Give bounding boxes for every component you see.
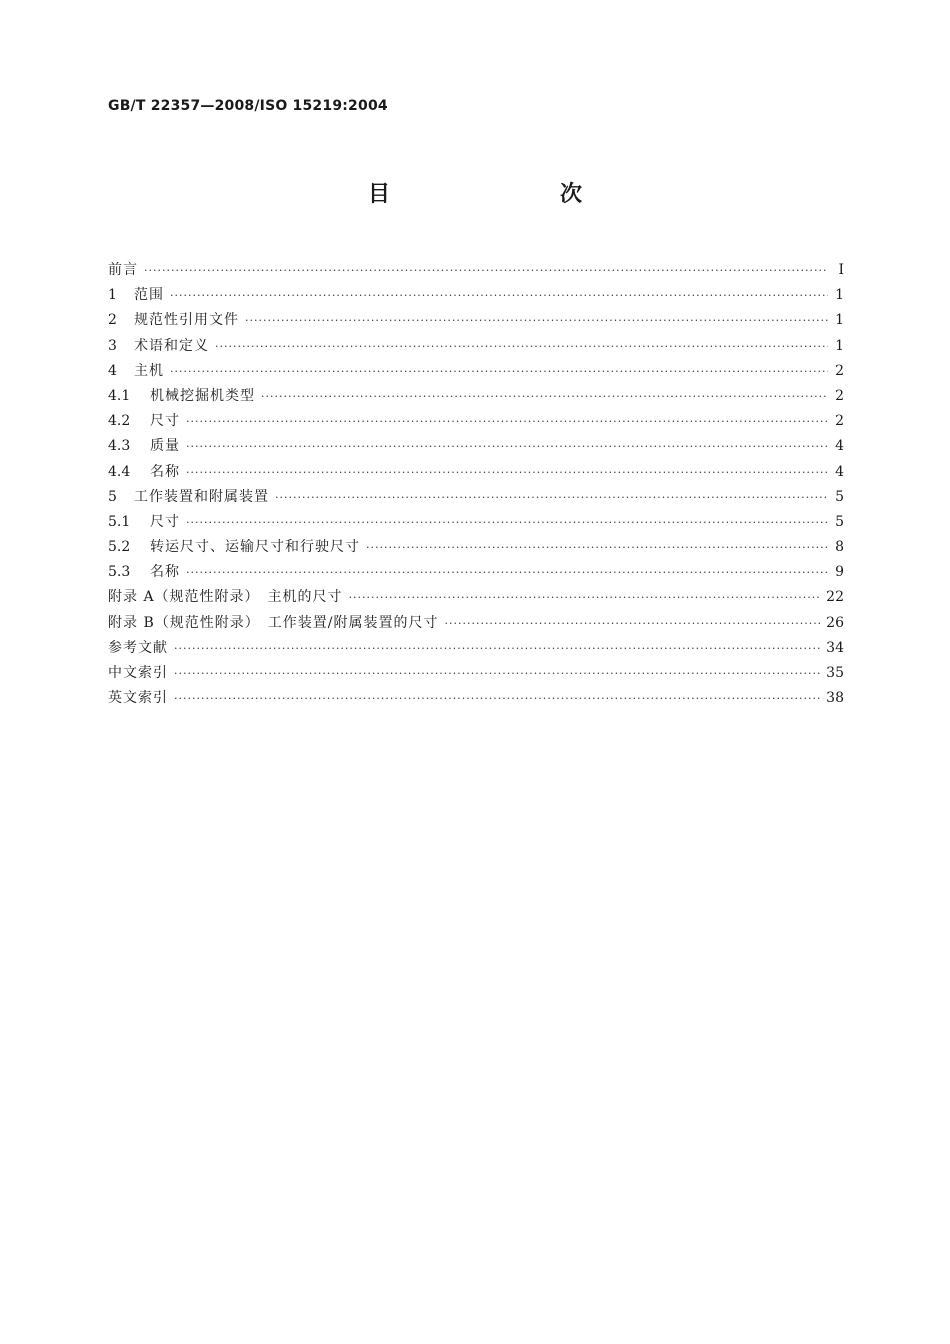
- toc-entry-number: 5.1: [108, 513, 131, 530]
- toc-leader-dots: [170, 359, 828, 384]
- toc-entry[interactable]: [108, 359, 844, 384]
- toc-entry-number: 5.3: [108, 564, 131, 581]
- toc-entry-label: 尺寸: [150, 413, 180, 430]
- toc-entry-number: 5.2: [108, 539, 131, 556]
- toc-entry-page: 2: [835, 387, 844, 404]
- toc-entry[interactable]: [108, 585, 844, 610]
- toc-entry-label: 中文索引: [108, 665, 168, 681]
- toc-entry-label: 尺寸: [150, 513, 180, 530]
- toc-leader-dots: [174, 636, 820, 661]
- toc-entry-page: 22: [826, 589, 844, 606]
- toc-entry-page: 9: [835, 564, 844, 581]
- toc-entry-page: 1: [835, 287, 844, 304]
- toc-entry[interactable]: [108, 258, 844, 283]
- toc-entry[interactable]: [108, 686, 844, 711]
- toc-entry[interactable]: [108, 510, 844, 535]
- toc-entry-page: 38: [826, 690, 844, 707]
- toc-entry-number: 4: [108, 362, 117, 379]
- standard-number: GB/T 22357—2008/ISO 15219:2004: [108, 98, 388, 114]
- toc-leader-dots: [186, 560, 828, 585]
- toc-entry[interactable]: [108, 636, 844, 661]
- toc-entry[interactable]: [108, 460, 844, 485]
- toc-entry-page: 5: [835, 488, 844, 505]
- toc-leader-dots: [261, 384, 828, 409]
- toc-leader-dots: [245, 308, 828, 333]
- toc-entry[interactable]: [108, 485, 844, 510]
- toc-entry-page: 5: [835, 513, 844, 530]
- toc-leader-dots: [366, 535, 828, 560]
- toc-entry-label: 工作装置和附属装置: [134, 488, 269, 505]
- toc-entry[interactable]: [108, 409, 844, 434]
- toc-leader-dots: [174, 686, 820, 711]
- toc-entry-page: 4: [835, 463, 844, 480]
- toc-entry[interactable]: [108, 661, 844, 686]
- toc-entry-label: 名称: [150, 564, 180, 581]
- toc-entry-number: 4.4: [108, 463, 131, 480]
- toc-entry-label: 术语和定义: [134, 337, 209, 354]
- toc-entry-label: 机械挖掘机类型: [150, 387, 255, 404]
- toc-leader-dots: [174, 661, 820, 686]
- page-title: 目 次: [367, 182, 624, 207]
- toc-entry[interactable]: [108, 560, 844, 585]
- toc-entry-page: 26: [826, 614, 844, 631]
- toc-entry[interactable]: [108, 611, 844, 636]
- toc-entry[interactable]: [108, 283, 844, 308]
- toc-entry-label: 名称: [150, 463, 180, 480]
- toc-entry-label: 范围: [134, 287, 164, 304]
- toc-leader-dots: [349, 585, 821, 610]
- toc-leader-dots: [186, 460, 828, 485]
- toc-entry-page: 1: [835, 312, 844, 329]
- toc-leader-dots: [215, 334, 828, 359]
- toc-entry-page: 8: [835, 539, 844, 556]
- toc-entry[interactable]: [108, 434, 844, 459]
- toc-entry-number: 2: [108, 312, 117, 329]
- toc-entry-number: 4.2: [108, 413, 131, 430]
- toc-entry-label: 参考文献: [108, 639, 168, 656]
- toc-entry-page: 1: [835, 337, 844, 354]
- toc-entry-page: 35: [826, 665, 844, 681]
- toc-entry-label: 质量: [150, 438, 180, 455]
- toc-entry-number: 3: [108, 337, 117, 354]
- toc-entry-label: 附录 A（规范性附录） 主机的尺寸: [108, 589, 343, 606]
- toc-entry-number: 4.3: [108, 438, 131, 455]
- toc-leader-dots: [186, 409, 828, 434]
- toc-entry[interactable]: [108, 334, 844, 359]
- toc-entry[interactable]: [108, 384, 844, 409]
- toc-entry-label: 主机: [134, 362, 164, 379]
- toc-entry[interactable]: [108, 308, 844, 333]
- toc-leader-dots: [170, 283, 828, 308]
- toc-entry-page: 2: [835, 413, 844, 430]
- toc-entry-page: Ⅰ: [838, 262, 844, 278]
- toc-entry-number: 4.1: [108, 387, 131, 404]
- toc-leader-dots: [275, 485, 828, 510]
- toc-leader-dots: [444, 611, 820, 636]
- toc-entry-page: 2: [835, 362, 844, 379]
- toc-leader-dots: [186, 434, 828, 459]
- table-of-contents: [108, 258, 844, 711]
- toc-entry-label: 前言: [108, 262, 138, 278]
- toc-leader-dots: [144, 258, 828, 283]
- toc-entry-number: 5: [108, 488, 117, 505]
- toc-entry-label: 英文索引: [108, 690, 168, 707]
- toc-entry-label: 附录 B（规范性附录） 工作装置/附属装置的尺寸: [108, 614, 439, 631]
- toc-entry-number: 1: [108, 287, 117, 304]
- toc-entry-label: 规范性引用文件: [134, 312, 239, 329]
- toc-entry-page: 34: [826, 639, 844, 656]
- toc-leader-dots: [186, 510, 828, 535]
- toc-entry-label: 转运尺寸、运输尺寸和行驶尺寸: [150, 539, 360, 556]
- toc-entry-page: 4: [835, 438, 844, 455]
- toc-entry[interactable]: [108, 535, 844, 560]
